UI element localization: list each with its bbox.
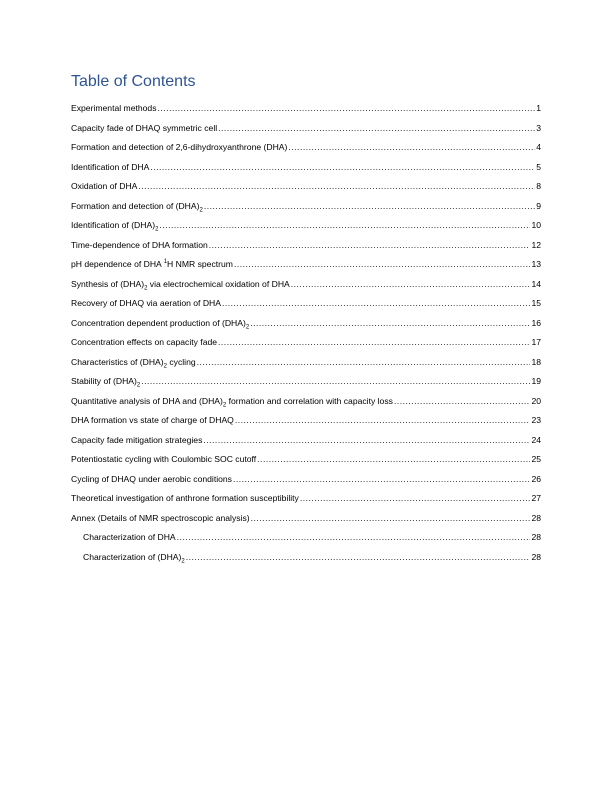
- toc-entry[interactable]: [71, 452, 541, 472]
- toc-entry-label-part: Time-dependence of DHA formation: [71, 239, 208, 250]
- toc-entry-page-number[interactable]: 19: [531, 376, 541, 386]
- toc-entry[interactable]: [71, 179, 541, 199]
- toc-entry[interactable]: [71, 355, 541, 375]
- toc-entry-label-part: 2: [222, 402, 227, 409]
- toc-entry-page-number[interactable]: 10: [531, 220, 541, 230]
- toc-entry-label[interactable]: [71, 140, 287, 154]
- toc-entry-label[interactable]: [71, 101, 157, 115]
- toc-entry[interactable]: [71, 374, 541, 394]
- toc-entry-label-part: 2: [181, 558, 185, 565]
- toc-entry-page-number[interactable]: 1: [536, 103, 541, 113]
- toc-entry[interactable]: [71, 511, 541, 531]
- toc-entry-label-part: DHA formation vs state of charge of DHAQ: [71, 415, 234, 425]
- toc-entry-label[interactable]: [71, 472, 232, 486]
- toc-entry-label-part: Identification of DHA: [71, 161, 150, 172]
- toc-entry[interactable]: [71, 394, 541, 414]
- dot-leader: [197, 355, 531, 369]
- toc-entry-label-part: 2: [144, 285, 148, 292]
- toc-entry-page-number[interactable]: 5: [536, 161, 541, 172]
- toc-entry-label-part: 1: [163, 259, 168, 266]
- toc-entry[interactable]: [71, 335, 541, 355]
- toc-entry-label-part: Theoretical investigation of anthrone formation susceptibility: [71, 493, 299, 503]
- toc-entry-page-number[interactable]: 28: [531, 551, 541, 562]
- page-title: Table of Contents: [71, 73, 196, 90]
- toc-entry-page-number[interactable]: 24: [531, 434, 541, 445]
- toc-entry-label[interactable]: [71, 394, 393, 408]
- toc-entry[interactable]: [71, 121, 541, 141]
- toc-entry-page-number[interactable]: 28: [531, 512, 541, 523]
- toc-entry-page-number[interactable]: 14: [531, 278, 541, 289]
- toc-entry-label[interactable]: [71, 355, 196, 369]
- toc-entry-label-part: Formation and detection of 2,6-dihydroxyanthrone (DHA): [71, 142, 288, 152]
- dot-leader: [235, 413, 531, 427]
- toc-entry-label-part: 2: [136, 382, 141, 389]
- toc-entry-label-part: 2: [199, 207, 203, 214]
- dot-leader: [291, 277, 531, 291]
- toc-entry[interactable]: [71, 433, 541, 453]
- toc-entry[interactable]: [71, 218, 541, 238]
- toc-entry-label-part: Concentration effects on capacity fade: [71, 337, 218, 347]
- toc-entry-label[interactable]: [71, 452, 256, 466]
- dot-leader: [218, 335, 530, 349]
- toc-entry-label-part: Capacity fade mitigation strategies: [71, 434, 203, 445]
- toc-entry-page-number[interactable]: 16: [531, 317, 541, 328]
- toc-entry[interactable]: [71, 530, 541, 550]
- toc-entry-page-number[interactable]: 23: [531, 415, 541, 425]
- toc-entry-label[interactable]: [71, 218, 158, 232]
- toc-entry-page-number[interactable]: 8: [536, 181, 541, 191]
- toc-entry-page-number[interactable]: 25: [531, 454, 541, 464]
- dot-leader: [257, 452, 530, 466]
- toc-entry-label-part: Formation and detection of (DHA): [71, 200, 200, 211]
- toc-entry-page-number[interactable]: 12: [531, 239, 541, 250]
- toc-entry-label[interactable]: [71, 296, 221, 310]
- toc-entry-label[interactable]: [71, 413, 234, 427]
- toc-entry-page-number[interactable]: 26: [531, 473, 541, 484]
- dot-leader: [234, 257, 531, 271]
- toc-entry[interactable]: [71, 257, 541, 277]
- toc-entry-label-part: Stability of (DHA): [71, 376, 137, 386]
- toc-entry-label-part: Cycling of DHAQ under aerobic conditions: [71, 473, 232, 484]
- toc-entry-page-number[interactable]: 4: [536, 142, 541, 152]
- toc-entry-label-part: Identification of (DHA): [71, 220, 156, 230]
- toc-entry-page-number[interactable]: 15: [531, 298, 541, 308]
- toc-entry-page-number[interactable]: 13: [531, 259, 541, 269]
- toc-entry-label-part: pH dependence of DHA: [71, 259, 164, 269]
- dot-leader: [141, 374, 530, 388]
- toc-entry-label[interactable]: [71, 511, 250, 525]
- toc-entry-label[interactable]: [71, 433, 202, 447]
- toc-entry[interactable]: [71, 316, 541, 336]
- toc-entry-label-part: Quantitative analysis of DHA and (DHA): [71, 395, 223, 406]
- toc-entry[interactable]: [71, 491, 541, 511]
- toc-entry-label-part: Oxidation of DHA: [71, 181, 138, 191]
- dot-leader: [186, 550, 531, 564]
- dot-leader: [218, 121, 535, 135]
- dot-leader: [204, 199, 535, 213]
- toc-entry-page-number[interactable]: 17: [531, 337, 541, 347]
- toc-entry-label-part: Synthesis of (DHA): [71, 278, 145, 289]
- toc-entry[interactable]: [71, 238, 541, 258]
- toc-entry-page-number[interactable]: 27: [531, 493, 541, 503]
- toc-entry-label[interactable]: [71, 277, 290, 291]
- dot-leader: [233, 472, 530, 486]
- toc-entry-page-number[interactable]: 28: [531, 532, 541, 542]
- toc-entry-label[interactable]: [71, 160, 149, 174]
- toc-entry-label-part: Characterization of (DHA): [83, 551, 182, 562]
- toc-entry[interactable]: [71, 160, 541, 180]
- dot-leader: [158, 101, 536, 115]
- toc-entry-label-part: via electrochemical oxidation of DHA: [147, 278, 290, 289]
- toc-list: [71, 101, 541, 569]
- toc-entry[interactable]: [71, 277, 541, 297]
- dot-leader: [150, 160, 535, 174]
- toc-entry-label[interactable]: [71, 238, 208, 252]
- toc-entry-page-number[interactable]: 20: [531, 395, 541, 406]
- toc-entry-label-part: 2: [155, 226, 159, 233]
- toc-entry-label[interactable]: [83, 530, 176, 544]
- toc-entry[interactable]: [71, 101, 541, 121]
- dot-leader: [251, 511, 531, 525]
- dot-leader: [138, 179, 535, 193]
- toc-entry[interactable]: [71, 296, 541, 316]
- dot-leader: [177, 530, 531, 544]
- toc-entry-label[interactable]: [71, 257, 233, 271]
- toc-entry-label-part: Potentiostatic cycling with Coulombic SOC cutoff: [71, 454, 257, 464]
- toc-entry-label-part: H NMR spectrum: [167, 259, 233, 269]
- toc-entry-page-number[interactable]: 3: [536, 122, 541, 133]
- toc-entry-label-part: cycling: [166, 356, 196, 367]
- toc-entry-page-number[interactable]: 18: [531, 356, 541, 367]
- dot-leader: [159, 218, 530, 232]
- toc-entry-label-part: 2: [163, 363, 167, 370]
- toc-entry-label-part: Annex (Details of NMR spectroscopic analysis): [71, 512, 250, 523]
- toc-entry-label[interactable]: [71, 199, 203, 213]
- toc-entry-label-part: Experimental methods: [71, 103, 157, 113]
- toc-entry[interactable]: [71, 199, 541, 219]
- toc-entry[interactable]: [71, 413, 541, 433]
- toc-entry-label[interactable]: [71, 374, 140, 388]
- toc-entry-label[interactable]: [83, 550, 185, 564]
- dot-leader: [288, 140, 535, 154]
- toc-entry-label[interactable]: [71, 316, 249, 330]
- toc-entry-label[interactable]: [71, 491, 299, 505]
- toc-entry-label-part: Concentration dependent production of (DHA): [71, 317, 246, 328]
- toc-entry[interactable]: [71, 140, 541, 160]
- toc-entry-label-part: Capacity fade of DHAQ symmetric cell: [71, 122, 218, 133]
- toc-entry-label[interactable]: [71, 179, 137, 193]
- dot-leader: [222, 296, 530, 310]
- toc-entry-label-part: formation and correlation with capacity loss: [226, 395, 393, 406]
- toc-entry-page-number[interactable]: 9: [536, 200, 541, 211]
- toc-entry[interactable]: [71, 550, 541, 570]
- toc-entry-label-part: Characterization of DHA: [83, 532, 176, 542]
- dot-leader: [394, 394, 531, 408]
- toc-entry-label[interactable]: [71, 121, 217, 135]
- toc-entry-label[interactable]: [71, 335, 217, 349]
- toc-entry-label-part: Characteristics of (DHA): [71, 356, 164, 367]
- dot-leader: [300, 491, 531, 505]
- dot-leader: [250, 316, 530, 330]
- dot-leader: [209, 238, 531, 252]
- dot-leader: [203, 433, 530, 447]
- toc-entry-label-part: 2: [245, 324, 250, 331]
- toc-entry-label-part: Recovery of DHAQ via aeration of DHA: [71, 298, 221, 308]
- toc-entry[interactable]: [71, 472, 541, 492]
